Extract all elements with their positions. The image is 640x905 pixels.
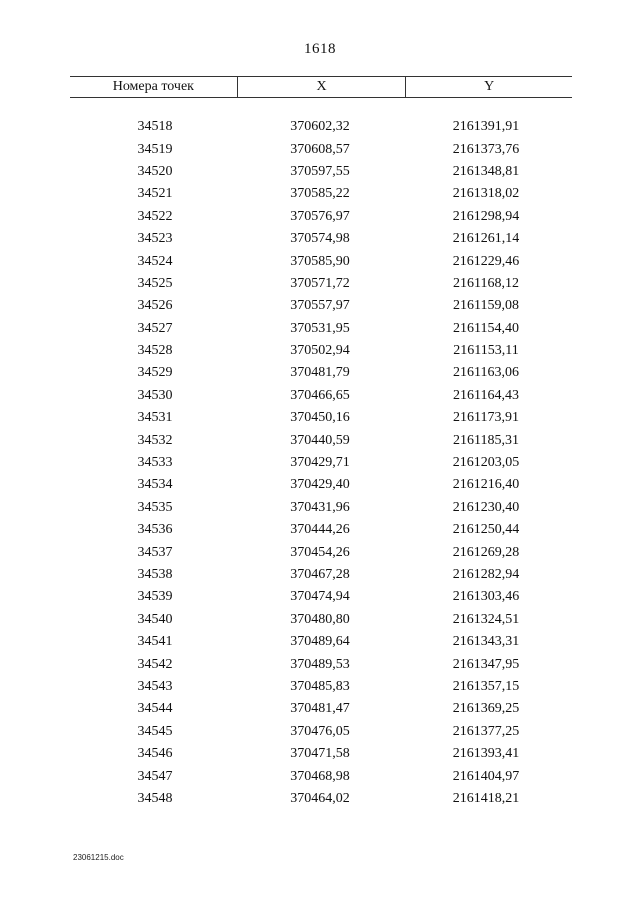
point-number-cell: 34523 <box>137 231 173 247</box>
table-row <box>70 250 572 272</box>
table-row <box>70 765 572 787</box>
x-coordinate-cell: 370608,57 <box>290 141 350 157</box>
table-row <box>70 206 572 228</box>
x-coordinate-cell: 370571,72 <box>290 275 350 291</box>
y-coordinate-cell: 2161261,14 <box>452 231 520 247</box>
table-row <box>70 653 572 675</box>
point-number-cell: 34526 <box>137 298 173 314</box>
table-row <box>70 541 572 563</box>
y-coordinate-cell: 2161404,97 <box>452 768 520 784</box>
point-number-cell: 34530 <box>137 387 173 403</box>
table-row <box>70 474 572 496</box>
point-number-cell: 34540 <box>137 611 173 627</box>
x-coordinate-cell: 370481,79 <box>290 365 350 381</box>
x-coordinate-cell: 370429,40 <box>290 477 350 493</box>
point-number-cell: 34539 <box>137 589 173 605</box>
table-header <box>70 77 572 97</box>
x-coordinate-cell: 370467,28 <box>290 567 350 582</box>
y-coordinate-cell: 2161173,91 <box>453 410 519 426</box>
table-row <box>70 743 572 765</box>
table-row <box>70 519 572 541</box>
y-coordinate-cell: 2161168,12 <box>453 275 519 291</box>
y-coordinate-cell: 2161163,06 <box>453 365 519 381</box>
header-x: X <box>237 77 406 97</box>
y-coordinate-cell: 2161347,95 <box>452 656 520 672</box>
y-coordinate-cell: 2161393,41 <box>452 746 520 762</box>
point-number-cell: 34538 <box>137 567 173 582</box>
table-row <box>70 138 572 160</box>
x-coordinate-cell: 370585,22 <box>290 186 350 202</box>
table-row <box>70 362 572 384</box>
x-coordinate-cell: 370576,97 <box>290 208 350 224</box>
x-coordinate-cell: 370468,98 <box>290 768 350 784</box>
x-coordinate-cell: 370431,96 <box>290 499 350 515</box>
table-row <box>70 698 572 720</box>
x-coordinate-cell: 370450,16 <box>290 410 350 426</box>
table-row <box>70 116 572 138</box>
point-number-cell: 34532 <box>137 432 173 448</box>
point-number-cell: 34545 <box>137 723 173 739</box>
y-coordinate-cell: 2161348,81 <box>452 163 520 179</box>
y-coordinate-cell: 2161164,43 <box>453 387 519 403</box>
x-coordinate-cell: 370480,80 <box>290 611 350 627</box>
y-coordinate-cell: 2161153,11 <box>453 343 519 359</box>
table-row <box>70 631 572 653</box>
y-coordinate-cell: 2161343,31 <box>452 634 520 650</box>
y-coordinate-cell: 2161391,91 <box>452 119 520 135</box>
y-coordinate-cell: 2161418,21 <box>452 790 520 806</box>
y-coordinate-cell: 2161369,25 <box>452 701 520 717</box>
point-number-cell: 34527 <box>137 320 173 336</box>
point-number-cell: 34528 <box>137 343 173 359</box>
x-coordinate-cell: 370485,83 <box>290 678 350 694</box>
table-row <box>70 183 572 205</box>
x-coordinate-cell: 370464,02 <box>290 790 350 806</box>
y-coordinate-cell: 2161229,46 <box>452 253 520 269</box>
y-coordinate-cell: 2161154,40 <box>453 320 519 336</box>
point-number-cell: 34519 <box>137 141 173 157</box>
x-coordinate-cell: 370444,26 <box>290 522 350 538</box>
point-number-cell: 34520 <box>137 163 173 179</box>
table-row <box>70 318 572 340</box>
table-row <box>70 385 572 407</box>
table-header-rule <box>70 97 572 98</box>
y-coordinate-cell: 2161250,44 <box>452 522 520 538</box>
table-row <box>70 228 572 250</box>
x-coordinate-cell: 370471,58 <box>290 746 350 762</box>
x-coordinate-cell: 370585,90 <box>290 253 350 269</box>
table-row <box>70 295 572 317</box>
footer-filename: 23061215.doc <box>73 853 124 862</box>
table-row <box>70 676 572 698</box>
y-coordinate-cell: 2161298,94 <box>452 208 520 224</box>
y-coordinate-cell: 2161324,51 <box>452 611 520 627</box>
point-number-cell: 34529 <box>137 365 173 381</box>
x-coordinate-cell: 370466,65 <box>290 387 350 403</box>
x-coordinate-cell: 370502,94 <box>290 343 350 359</box>
table-row <box>70 407 572 429</box>
point-number-cell: 34535 <box>137 499 173 515</box>
header-point-numbers: Номера точек <box>112 79 194 94</box>
table-row <box>70 586 572 608</box>
point-number-cell: 34543 <box>137 678 173 694</box>
y-coordinate-cell: 2161216,40 <box>452 477 520 493</box>
point-number-cell: 34546 <box>137 746 173 762</box>
y-coordinate-cell: 2161357,15 <box>452 678 520 694</box>
x-coordinate-cell: 370489,64 <box>290 634 350 650</box>
x-coordinate-cell: 370557,97 <box>290 298 350 314</box>
y-coordinate-cell: 2161185,31 <box>453 432 519 448</box>
table-row <box>70 452 572 474</box>
y-coordinate-cell: 2161230,40 <box>452 499 520 515</box>
x-coordinate-cell: 370454,26 <box>290 544 350 560</box>
point-number-cell: 34521 <box>137 186 173 202</box>
x-coordinate-cell: 370429,71 <box>290 455 350 471</box>
x-coordinate-cell: 370440,59 <box>290 432 350 448</box>
point-number-cell: 34533 <box>137 455 173 471</box>
y-coordinate-cell: 2161303,46 <box>452 589 520 605</box>
y-coordinate-cell: 2161282,94 <box>452 567 520 582</box>
point-number-cell: 34531 <box>137 410 173 426</box>
x-coordinate-cell: 370602,32 <box>290 119 350 135</box>
table-row <box>70 429 572 451</box>
table-row <box>70 340 572 362</box>
x-coordinate-cell: 370489,53 <box>290 656 350 672</box>
x-coordinate-cell: 370474,94 <box>290 589 350 605</box>
point-number-cell: 34518 <box>137 119 173 135</box>
point-number-cell: 34534 <box>137 477 173 493</box>
y-coordinate-cell: 2161203,05 <box>452 455 520 471</box>
x-coordinate-cell: 370481,47 <box>290 701 350 717</box>
table-row <box>70 788 572 810</box>
table-row <box>70 497 572 519</box>
table-row <box>70 609 572 631</box>
table-row <box>70 161 572 183</box>
point-number-cell: 34547 <box>137 768 173 784</box>
point-number-cell: 34536 <box>137 522 173 538</box>
point-number-cell: 34525 <box>137 275 173 291</box>
y-coordinate-cell: 2161318,02 <box>452 186 520 202</box>
y-coordinate-cell: 2161159,08 <box>453 298 519 314</box>
y-coordinate-cell: 2161373,76 <box>452 141 520 157</box>
point-number-cell: 34541 <box>137 634 173 650</box>
point-number-cell: 34544 <box>137 701 173 717</box>
page-number: 1618 <box>304 41 336 57</box>
table-body <box>70 116 572 810</box>
x-coordinate-cell: 370597,55 <box>290 163 350 179</box>
y-coordinate-cell: 2161269,28 <box>452 544 520 560</box>
table-row <box>70 564 572 586</box>
point-number-cell: 34548 <box>137 790 173 806</box>
x-coordinate-cell: 370476,05 <box>290 723 350 739</box>
point-number-cell: 34522 <box>137 208 173 224</box>
y-coordinate-cell: 2161377,25 <box>452 723 520 739</box>
x-coordinate-cell: 370531,95 <box>290 320 350 336</box>
header-y: Y <box>405 77 572 97</box>
point-number-cell: 34524 <box>137 253 173 269</box>
table-row <box>70 273 572 295</box>
point-number-cell: 34542 <box>137 656 173 672</box>
point-number-cell: 34537 <box>137 544 173 560</box>
x-coordinate-cell: 370574,98 <box>290 231 350 247</box>
table-row <box>70 721 572 743</box>
